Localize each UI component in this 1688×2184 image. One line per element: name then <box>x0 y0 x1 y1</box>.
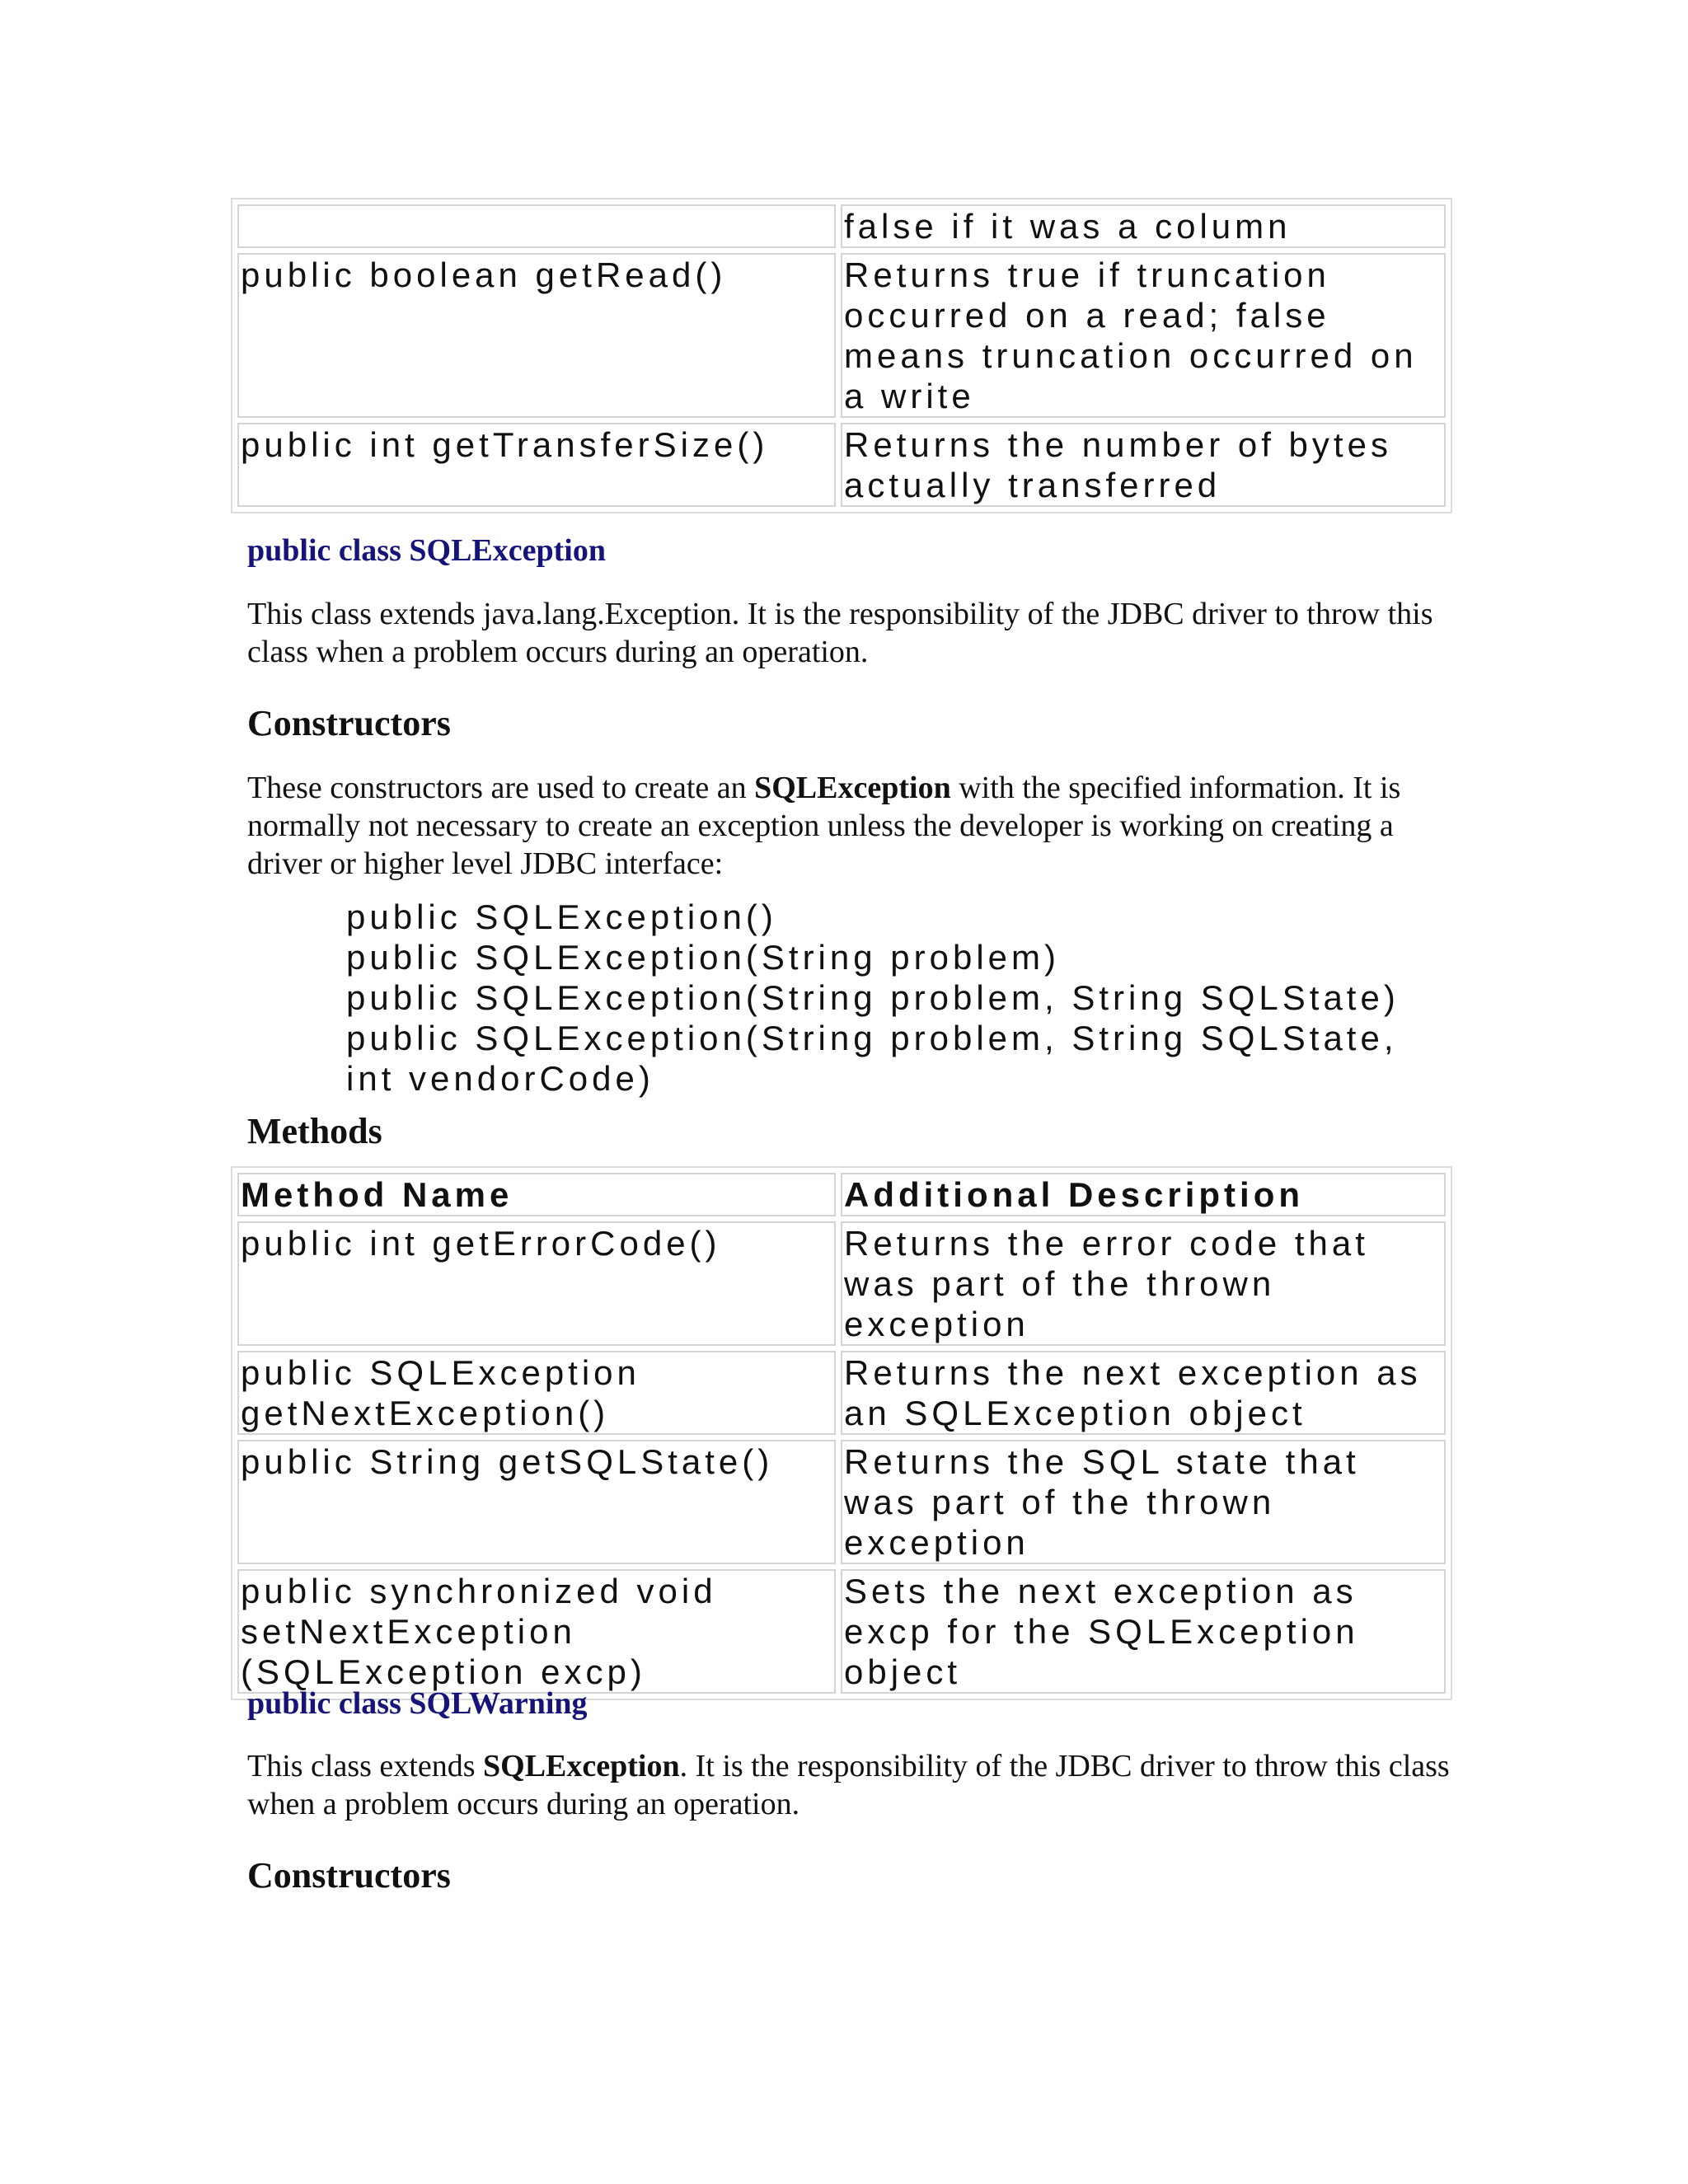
description-cell: Sets the next exception as excp for the SQLException object <box>841 1569 1446 1694</box>
table-row <box>237 1221 1446 1346</box>
method-cell: public synchronized void setNextException (SQLException excp) <box>237 1569 836 1694</box>
sqlwarning-class-heading: public class SQLWarning <box>247 1686 588 1721</box>
constructors-paragraph <box>247 769 1451 883</box>
table-header-row <box>237 1173 1446 1216</box>
table-row <box>237 1440 1446 1564</box>
constructors-text: with the specified information. It is normally not necessary to create an exception unless the developer is working on creating a driver or higher level JDBC interface: <box>247 771 1401 881</box>
method-cell <box>237 204 836 248</box>
description-header: Additional Description <box>841 1173 1446 1216</box>
method-cell: public boolean getRead() <box>237 253 836 418</box>
constructor-signatures <box>346 897 1451 1099</box>
sqlexception-intro: This class extends java.lang.Exception. It is the responsibility of the JDBC driver to throw this class when a problem occurs during an operation. <box>247 597 1433 669</box>
method-name-header: Method Name <box>237 1173 836 1216</box>
code-line: int vendorCode) <box>346 1059 654 1098</box>
table-row <box>237 423 1446 507</box>
sqlexception-methods-table <box>231 1166 1452 1700</box>
description-cell: Returns true if truncation occurred on a read; false means truncation occurred on a write <box>841 253 1446 418</box>
table-row <box>237 253 1446 418</box>
method-cell: public String getSQLState() <box>237 1440 836 1564</box>
code-line: public SQLException(String problem, String SQLState) <box>346 978 1400 1017</box>
description-cell: Returns the number of bytes actually transferred <box>841 423 1446 507</box>
code-line: public SQLException() <box>346 898 777 936</box>
constructors-text: These constructors are used to create an <box>247 771 755 805</box>
sqlexception-class-heading: public class SQLException <box>247 533 606 568</box>
sqlwarning-intro <box>247 1747 1451 1823</box>
truncation-methods-table <box>231 198 1452 513</box>
table-row <box>237 1569 1446 1694</box>
description-cell: false if it was a column <box>841 204 1446 248</box>
description-cell: Returns the SQL state that was part of the thrown exception <box>841 1440 1446 1564</box>
description-cell: Returns the error code that was part of the thrown exception <box>841 1221 1446 1346</box>
sqlwarning-text: . It is the responsibility of the JDBC driver to throw this class when a problem occurs during an operation. <box>247 1749 1450 1821</box>
code-line: public SQLException(String problem) <box>346 938 1060 977</box>
method-cell: public SQLException getNextException() <box>237 1351 836 1435</box>
sqlwarning-constructors-heading: Constructors <box>247 1855 451 1896</box>
constructors-heading: Constructors <box>247 703 451 743</box>
description-cell: Returns the next exception as an SQLException object <box>841 1351 1446 1435</box>
code-line: public SQLException(String problem, String SQLState, <box>346 1019 1398 1057</box>
method-cell: public int getErrorCode() <box>237 1221 836 1346</box>
table-row <box>237 1351 1446 1435</box>
method-cell: public int getTransferSize() <box>237 423 836 507</box>
methods-heading: Methods <box>247 1111 382 1151</box>
sqlwarning-text: This class extends <box>247 1749 484 1783</box>
sqlexception-term: SQLException <box>754 771 951 805</box>
sqlexception-term: SQLException <box>483 1749 680 1783</box>
table-row <box>237 204 1446 248</box>
